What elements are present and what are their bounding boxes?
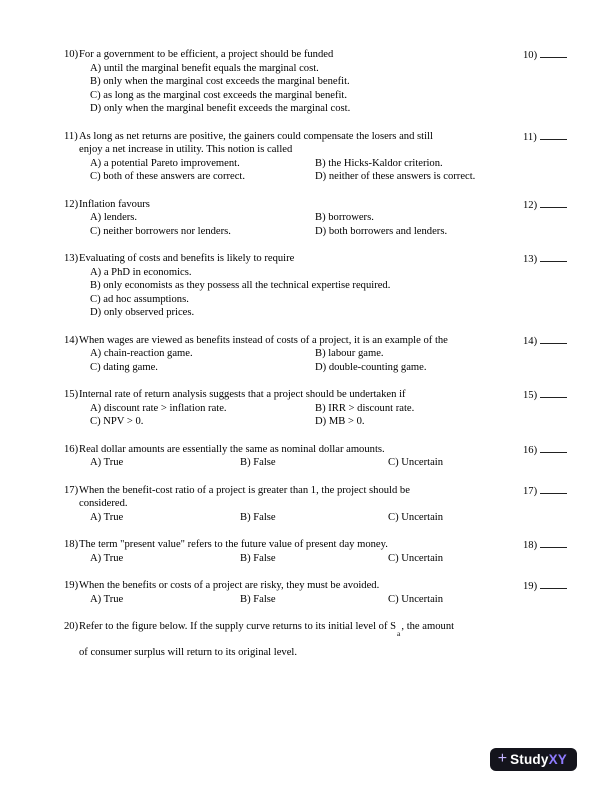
stem-line: When the benefits or costs of a project are risky, they must be avoided. <box>79 580 380 591</box>
question-number: 17) <box>64 484 79 496</box>
question-stem-text <box>79 388 523 402</box>
question-number: 18) <box>64 539 79 550</box>
answer-blank <box>540 388 567 398</box>
question-number: 20) <box>64 621 79 632</box>
question-stem <box>64 334 523 348</box>
answer-slot <box>523 443 579 470</box>
question-stem-text <box>79 334 523 348</box>
question-number: 19) <box>64 580 79 591</box>
question-main <box>64 198 523 239</box>
stem-line: Real dollar amounts are essentially the same as nominal dollar amounts. <box>79 443 385 455</box>
stem-line: For a government to be efficient, a project should be funded <box>79 49 334 60</box>
stem-line: When the benefit-cost ratio of a project is greater than 1, the project should be <box>79 484 410 496</box>
questions-list <box>64 48 579 659</box>
stem-line: The term "present value" refers to the future value of present day money. <box>79 539 388 550</box>
option: A) True <box>90 552 124 564</box>
options-group <box>90 266 523 320</box>
answer-slot <box>523 48 579 116</box>
question-main <box>64 538 523 565</box>
option: C) as long as the marginal cost exceeds the marginal benefit. <box>90 89 348 101</box>
stem-line <box>79 620 523 637</box>
stem-line: As long as net returns are positive, the gainers could compensate the losers and still <box>79 130 433 142</box>
option: B) False <box>240 593 276 605</box>
answer-slot-number: 16) <box>523 444 538 456</box>
answer-slot <box>523 620 579 659</box>
question-main <box>64 579 523 606</box>
option: D) double-counting game. <box>315 361 427 373</box>
stem-text: Refer to the figure below. If the supply curve returns to its initial level of S <box>79 621 397 632</box>
answer-blank <box>540 334 567 344</box>
question-stem <box>64 620 523 659</box>
option: C) Uncertain <box>388 511 444 523</box>
question <box>64 579 579 606</box>
question-stem-text <box>79 484 523 511</box>
option: C) Uncertain <box>388 552 444 564</box>
option: A) lenders. <box>90 212 138 223</box>
answer-blank <box>540 579 567 589</box>
answer-slot-number: 13) <box>523 254 538 265</box>
question <box>64 48 579 116</box>
stem-line: When wages are viewed as benefits instead of costs of a project, it is an example of the <box>79 334 448 346</box>
stem-line: Inflation favours <box>79 198 150 210</box>
question-number: 16) <box>64 443 79 455</box>
option: A) a PhD in economics. <box>90 266 192 278</box>
option: B) labour game. <box>315 348 384 359</box>
stem-line: enjoy a net increase in utility. This notion is called <box>79 144 293 155</box>
options-group <box>90 157 523 184</box>
answer-blank <box>540 538 567 548</box>
question-number: 12) <box>64 198 79 210</box>
answer-slot <box>523 538 579 565</box>
option: B) borrowers. <box>315 212 374 223</box>
option: D) neither of these answers is correct. <box>315 171 476 182</box>
question-stem-text <box>79 579 523 593</box>
question-stem-text <box>79 198 523 212</box>
plus-icon: + <box>497 750 508 767</box>
options-group <box>90 402 523 429</box>
answer-slot-number: 11) <box>523 131 537 143</box>
answer-blank <box>540 48 567 58</box>
stem-line: Evaluating of costs and benefits is likely to require <box>79 253 295 264</box>
options-group <box>90 511 523 525</box>
brand-name-study: Study <box>510 751 549 767</box>
question-stem-text <box>79 48 523 62</box>
question-stem <box>64 48 523 62</box>
question-number: 11) <box>64 130 78 142</box>
question-main <box>64 388 523 429</box>
answer-slot-number: 19) <box>523 581 538 592</box>
answer-slot-number: 14) <box>523 335 538 347</box>
question-stem-text <box>79 252 523 266</box>
question <box>64 130 579 184</box>
option: C) NPV > 0. <box>90 416 144 427</box>
answer-blank <box>540 252 567 262</box>
stem-line: considered. <box>79 498 128 509</box>
option: B) False <box>240 457 276 468</box>
option: C) both of these answers are correct. <box>90 171 246 182</box>
question <box>64 443 579 470</box>
answer-slot-number: 18) <box>523 540 538 551</box>
stem-subscript: a <box>397 629 401 639</box>
question <box>64 198 579 239</box>
options-group <box>90 347 523 374</box>
answer-slot <box>523 388 579 429</box>
question-main <box>64 484 523 525</box>
question-stem <box>64 198 523 212</box>
option: C) neither borrowers nor lenders. <box>90 225 231 237</box>
option: C) Uncertain <box>388 593 444 605</box>
question <box>64 252 579 320</box>
question-stem-text <box>79 130 523 157</box>
answer-slot-number: 17) <box>523 485 538 497</box>
answer-slot-number: 10) <box>523 50 538 61</box>
option: B) False <box>240 552 276 564</box>
answer-slot-number: 12) <box>523 199 538 211</box>
option: A) until the marginal benefit equals the marginal cost. <box>90 62 319 74</box>
option: C) dating game. <box>90 361 158 373</box>
option: B) IRR > discount rate. <box>315 402 415 414</box>
options-group <box>90 593 523 607</box>
question-main <box>64 443 523 470</box>
answer-blank <box>540 443 567 453</box>
stem-line: Internal rate of return analysis suggests that a project should be undertaken if <box>79 389 406 400</box>
option: D) MB > 0. <box>315 416 365 427</box>
option: D) only observed prices. <box>90 307 195 318</box>
question-main <box>64 252 523 320</box>
question-stem-text <box>79 620 523 659</box>
option: A) True <box>90 511 124 523</box>
option: A) chain-reaction game. <box>90 348 193 359</box>
options-group <box>90 552 523 566</box>
options-group <box>90 211 523 238</box>
option: A) discount rate > inflation rate. <box>90 402 227 414</box>
answer-slot-number: 15) <box>523 390 538 401</box>
option: C) Uncertain <box>388 457 444 468</box>
question-stem <box>64 579 523 593</box>
options-group <box>90 62 523 116</box>
answer-slot <box>523 334 579 375</box>
option: A) True <box>90 457 124 468</box>
option: D) both borrowers and lenders. <box>315 225 448 237</box>
question-stem-text <box>79 538 523 552</box>
question-main <box>64 334 523 375</box>
option: B) only economists as they possess all the technical expertise required. <box>90 280 391 291</box>
answer-blank <box>540 130 567 140</box>
question-number: 15) <box>64 389 79 400</box>
question-stem <box>64 484 523 511</box>
option: B) only when the marginal cost exceeds the marginal benefit. <box>90 76 350 87</box>
option: A) a potential Pareto improvement. <box>90 157 240 169</box>
question-stem-text <box>79 443 523 457</box>
question <box>64 620 579 659</box>
question-stem <box>64 388 523 402</box>
question-main <box>64 48 523 116</box>
answer-slot <box>523 198 579 239</box>
question-stem <box>64 130 523 157</box>
stem-line: of consumer surplus will return to its original level. <box>79 646 298 658</box>
answer-slot <box>523 252 579 320</box>
answer-blank <box>540 198 567 208</box>
answer-slot <box>523 484 579 525</box>
brand-name <box>510 752 567 767</box>
stem-text: , the amount <box>401 621 455 632</box>
option: C) ad hoc assumptions. <box>90 293 189 305</box>
question-number: 13) <box>64 253 79 264</box>
answer-slot <box>523 130 579 184</box>
question-stem <box>64 538 523 552</box>
question <box>64 334 579 375</box>
studyxy-logo <box>490 748 577 771</box>
question-main <box>64 130 523 184</box>
answer-blank <box>540 484 567 494</box>
question <box>64 538 579 565</box>
brand-name-xy: XY <box>548 751 567 767</box>
option: B) False <box>240 511 276 523</box>
option: B) the Hicks-Kaldor criterion. <box>315 157 443 169</box>
option: A) True <box>90 593 124 605</box>
question <box>64 484 579 525</box>
question-stem <box>64 443 523 457</box>
question-number: 10) <box>64 49 79 60</box>
question-main <box>64 620 523 659</box>
answer-slot <box>523 579 579 606</box>
option: D) only when the marginal benefit exceeds the marginal cost. <box>90 103 351 114</box>
options-group <box>90 456 523 470</box>
question-number: 14) <box>64 334 79 346</box>
question <box>64 388 579 429</box>
question-stem <box>64 252 523 266</box>
